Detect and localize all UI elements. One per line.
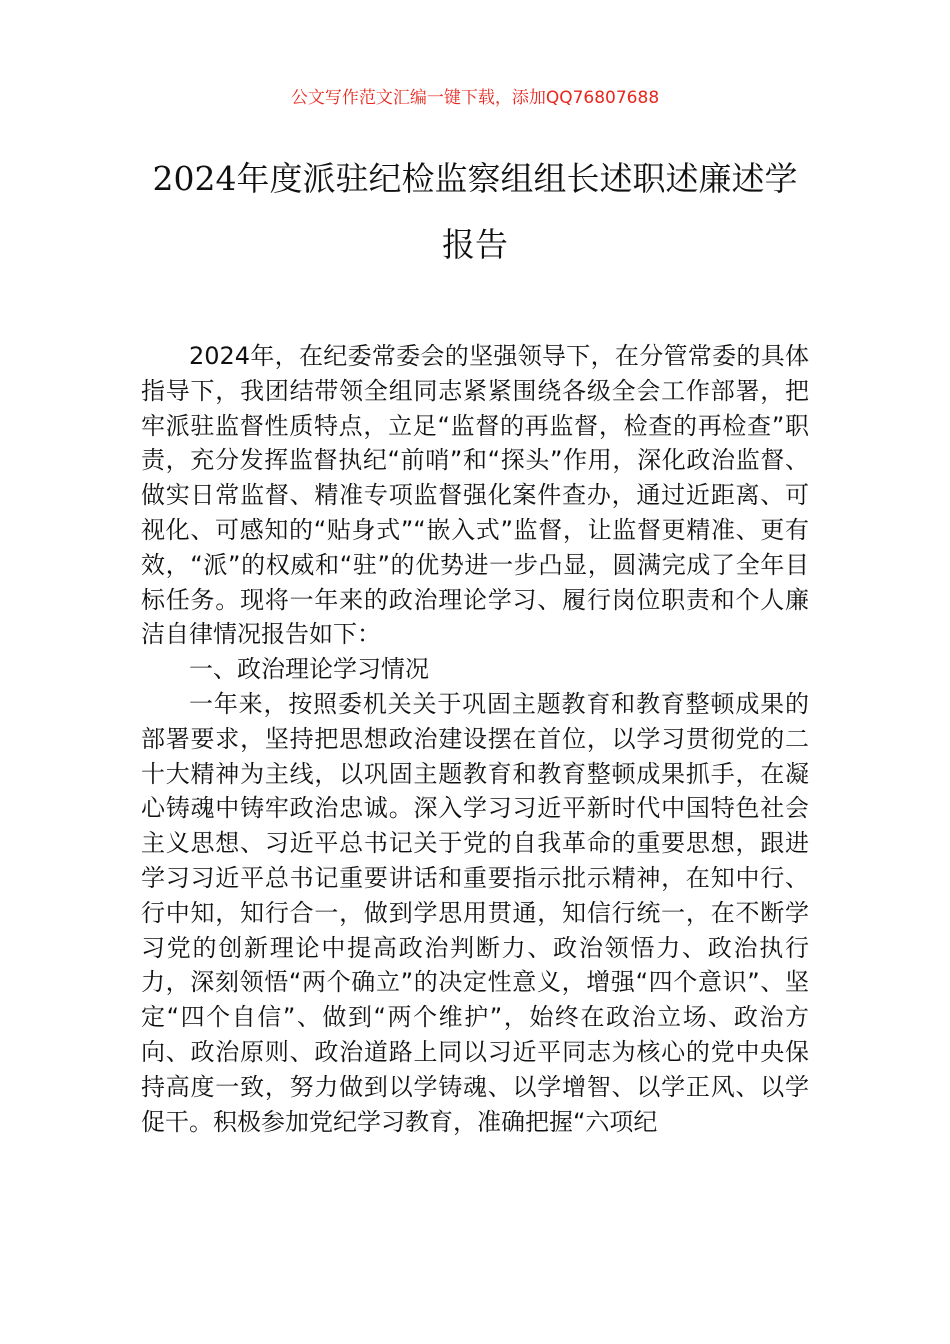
- section-heading-political-study: 一、政治理论学习情况: [189, 655, 429, 684]
- document-body: [141, 339, 809, 1139]
- paragraph-intro: 2024年，在纪委常委会的坚强领导下，在分管常委的具体指导下，我团结带领全组同志紧紧围绕各级全会工作部署，把牢派驻监督性质特点，立足“监督的再监督，检查的再检查”职责，充分发挥监督执纪“前哨”和“探头”作用，深化政治监督、做实日常监督、精准专项监督强化案件查办，通过近距离、可视化、可感知的“贴身式”“嵌入式”监督，让监督更精准、更有效，“派”的权威和“驻”的优势进一步凸显，圆满完成了全年目标任务。现将一年来的政治理论学习、履行岗位职责和个人廉洁自律情况报告如下：: [141, 342, 809, 649]
- document-title: 2024年度派驻纪检监察组组长述职述廉述学报告: [152, 159, 798, 264]
- paragraph-political-study: 一年来，按照委机关关于巩固主题教育和教育整顿成果的部署要求，坚持把思想政治建设摆在首位，以学习贯彻党的二十大精神为主线，以巩固主题教育和教育整顿成果抓手，在凝心铸魂中铸牢政治忠诚。深入学习习近平新时代中国特色社会主义思想、习近平总书记关于党的自我革命的重要思想，跟进学习习近平总书记重要讲话和重要指示批示精神，在知中行、行中知，知行合一，做到学思用贯通，知信行统一，在不断学习党的创新理论中提高政治判断力、政治领悟力、政治执行力，深刻领悟“两个确立”的决定性意义，增强“四个意识”、坚定“四个自信”、做到“两个维护”，始终在政治立场、政治方向、政治原则、政治道路上同以习近平同志为核心的党中央保持高度一致，努力做到以学铸魂、以学增智、以学正风、以学促干。积极参加党纪学习教育，准确把握“六项纪: [141, 689, 809, 1136]
- promo-watermark: 公文写作范文汇编一键下载，添加QQ76807688: [290, 88, 660, 108]
